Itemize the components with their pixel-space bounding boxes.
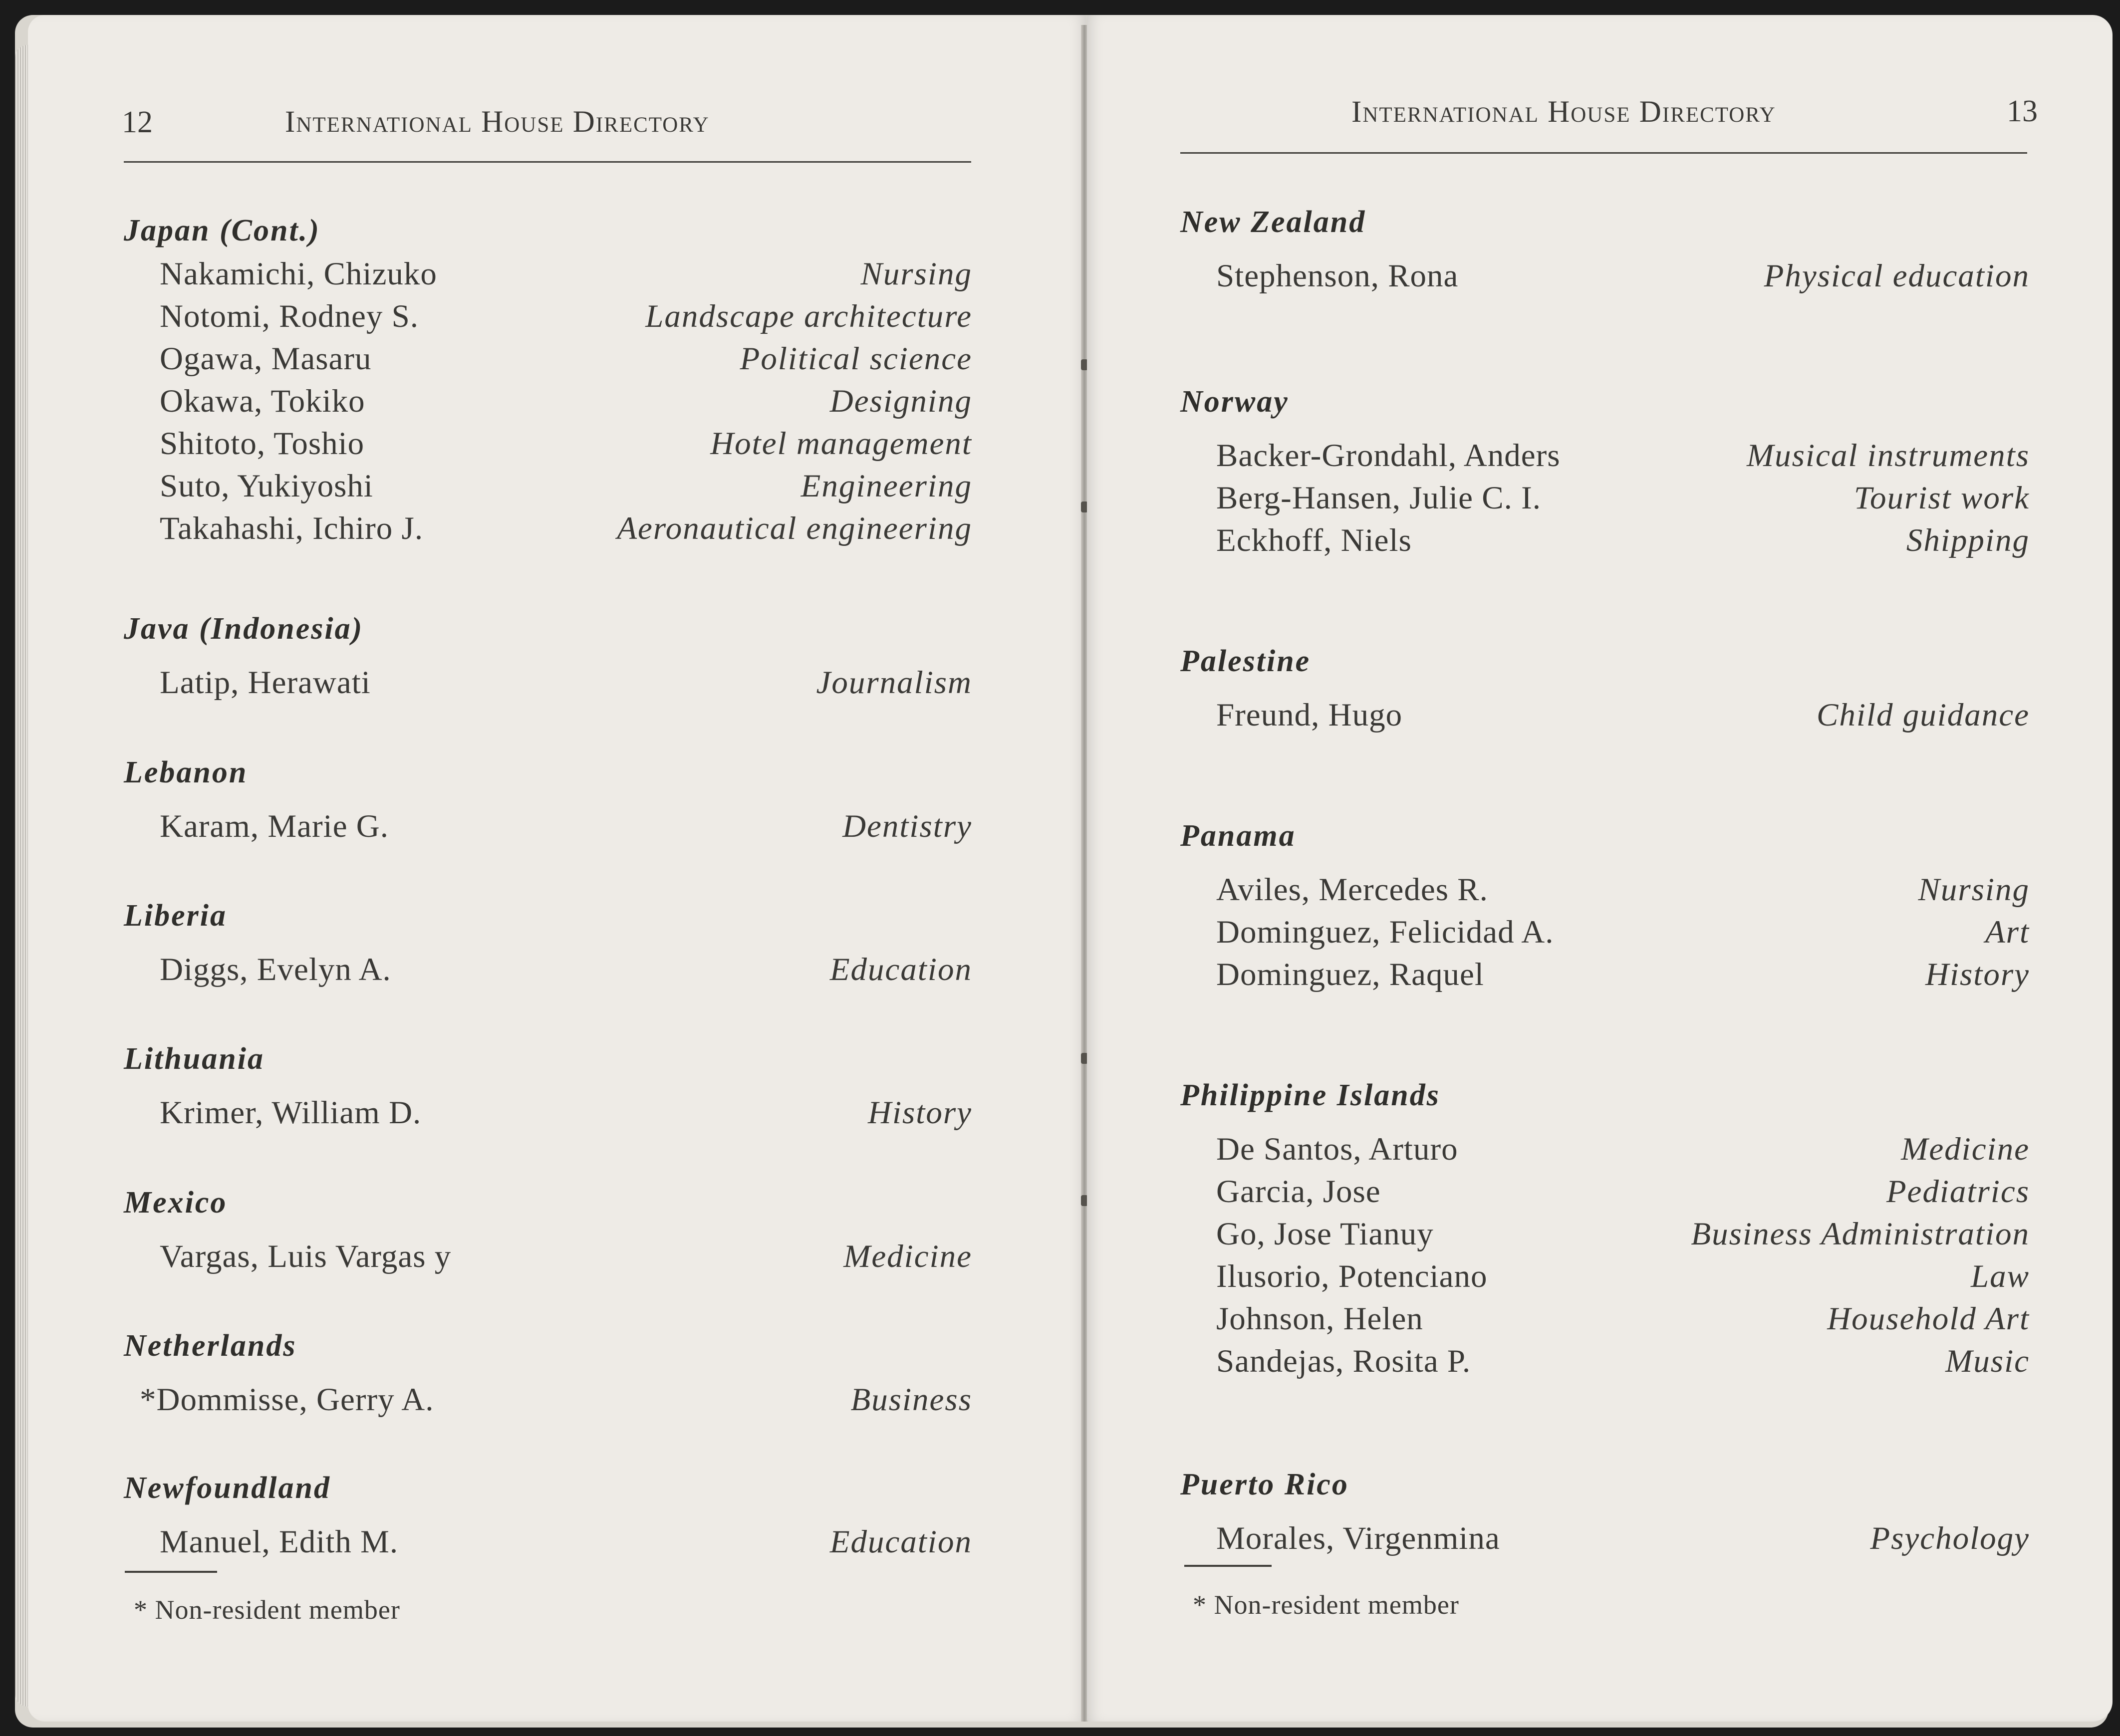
member-name: Dominguez, Felicidad A. — [1216, 914, 1554, 950]
member-name: Diggs, Evelyn A. — [160, 952, 391, 988]
list-item — [1216, 1171, 2030, 1213]
field-of-study: Aeronautical engineering — [617, 510, 972, 546]
country-heading: Puerto Rico — [1180, 1468, 1349, 1501]
country-section — [124, 211, 972, 550]
member-name: Karam, Marie G. — [160, 808, 389, 844]
footnote: * Non-resident member — [1193, 1590, 1459, 1620]
member-name: Notomi, Rodney S. — [160, 298, 419, 334]
field-of-study: Music — [1945, 1343, 2030, 1379]
member-name: Nakamichi, Chizuko — [160, 256, 437, 292]
country-section — [1180, 202, 2030, 297]
footnote: * Non-resident member — [134, 1595, 400, 1625]
field-of-study: Musical instruments — [1746, 438, 2030, 474]
field-of-study: Education — [829, 1524, 972, 1560]
list-item — [1216, 1128, 2030, 1171]
country-heading: Lithuania — [124, 1042, 265, 1076]
list-item — [160, 253, 972, 295]
country-heading: New Zealand — [1180, 205, 1366, 239]
right-page — [1087, 15, 2113, 1722]
header-rule — [124, 161, 971, 163]
member-name: Garcia, Jose — [1216, 1174, 1381, 1210]
member-name: Stephenson, Rona — [1216, 258, 1459, 294]
country-section — [124, 896, 972, 991]
country-section — [1180, 382, 2030, 562]
member-name: Vargas, Luis Vargas y — [160, 1239, 452, 1274]
list-item — [160, 805, 972, 848]
country-section — [124, 752, 972, 848]
list-item — [160, 295, 972, 338]
field-of-study: History — [1925, 957, 2030, 992]
field-of-study: Child guidance — [1817, 697, 2030, 733]
member-name: De Santos, Arturo — [1216, 1131, 1458, 1167]
field-of-study: Business — [850, 1382, 972, 1418]
list-item — [160, 465, 972, 507]
list-item — [140, 1379, 972, 1421]
page-number: 12 — [122, 105, 153, 139]
list-item — [160, 338, 972, 380]
list-item — [1216, 1298, 2030, 1340]
member-name: Morales, Virgenmina — [1216, 1520, 1500, 1556]
field-of-study: Pediatrics — [1886, 1174, 2030, 1210]
field-of-study: Nursing — [860, 256, 972, 292]
list-item — [1216, 1213, 2030, 1255]
field-of-study: Nursing — [1918, 872, 2030, 908]
page-number: 13 — [2007, 94, 2038, 128]
list-item — [160, 662, 972, 704]
list-item — [160, 949, 972, 991]
member-name: *Dommisse, Gerry A. — [140, 1382, 434, 1418]
member-name: Latip, Herawati — [160, 665, 371, 701]
member-name: Backer-Grondahl, Anders — [1216, 438, 1561, 474]
field-of-study: Designing — [829, 383, 972, 419]
list-item — [160, 1521, 972, 1563]
country-section — [124, 1326, 972, 1421]
country-heading: Lebanon — [124, 755, 248, 789]
member-name: Freund, Hugo — [1216, 697, 1403, 733]
member-name: Johnson, Helen — [1216, 1301, 1423, 1337]
header-rule — [1180, 152, 2027, 154]
country-section — [124, 609, 972, 704]
member-name: Shitoto, Toshio — [160, 426, 365, 462]
member-name: Aviles, Mercedes R. — [1216, 872, 1488, 908]
country-heading: Norway — [1180, 385, 1289, 419]
list-item — [1216, 911, 2030, 954]
field-of-study: Engineering — [800, 468, 972, 504]
field-of-study: Journalism — [816, 665, 972, 701]
country-heading: Newfoundland — [124, 1471, 331, 1505]
list-item — [1216, 435, 2030, 477]
field-of-study: Physical education — [1764, 258, 2030, 294]
field-of-study: Education — [829, 952, 972, 988]
open-booklet — [15, 15, 2109, 1728]
list-item — [1216, 694, 2030, 737]
country-section — [1180, 1075, 2030, 1383]
country-section — [124, 1183, 972, 1278]
list-item — [160, 423, 972, 465]
country-heading: Palestine — [1180, 644, 1311, 678]
field-of-study: Law — [1970, 1258, 2030, 1294]
country-section — [124, 1468, 972, 1563]
member-name: Go, Jose Tianuy — [1216, 1216, 1434, 1252]
member-name: Manuel, Edith M. — [160, 1524, 399, 1560]
list-item — [1216, 477, 2030, 519]
country-heading: Philippine Islands — [1180, 1078, 1440, 1112]
member-name: Berg-Hansen, Julie C. I. — [1216, 480, 1542, 516]
country-section — [1180, 1465, 2030, 1560]
country-heading: Mexico — [124, 1186, 228, 1220]
list-item — [1216, 1255, 2030, 1298]
field-of-study: Tourist work — [1854, 480, 2030, 516]
member-name: Dominguez, Raquel — [1216, 957, 1484, 992]
member-name: Krimer, William D. — [160, 1095, 422, 1131]
list-item — [1216, 255, 2030, 297]
running-head: International House Directory — [285, 105, 710, 139]
field-of-study: History — [868, 1095, 972, 1131]
field-of-study: Medicine — [843, 1239, 972, 1274]
country-heading: Panama — [1180, 819, 1296, 853]
country-heading: Netherlands — [124, 1329, 297, 1363]
list-item — [160, 1236, 972, 1278]
list-item — [1216, 1340, 2030, 1383]
country-section — [1180, 816, 2030, 996]
list-item — [160, 380, 972, 423]
left-page — [28, 15, 1086, 1722]
member-name: Takahashi, Ichiro J. — [160, 510, 424, 546]
list-item — [1216, 869, 2030, 911]
field-of-study: Landscape architecture — [645, 298, 972, 334]
footnote-rule — [1184, 1565, 1272, 1567]
member-name: Sandejas, Rosita P. — [1216, 1343, 1471, 1379]
field-of-study: Medicine — [1901, 1131, 2030, 1167]
member-name: Suto, Yukiyoshi — [160, 468, 373, 504]
footnote-rule — [125, 1571, 217, 1573]
running-head: International House Directory — [1351, 95, 1776, 129]
page-edges — [15, 45, 28, 1707]
field-of-study: Dentistry — [842, 808, 972, 844]
field-of-study: Hotel management — [710, 426, 972, 462]
list-item — [160, 507, 972, 550]
member-name: Eckhoff, Niels — [1216, 522, 1412, 558]
field-of-study: Household Art — [1827, 1301, 2030, 1337]
list-item — [1216, 519, 2030, 562]
field-of-study: Political science — [740, 341, 972, 377]
field-of-study: Art — [1985, 914, 2030, 950]
list-item — [160, 1092, 972, 1134]
field-of-study: Business Administration — [1691, 1216, 2030, 1252]
list-item — [1216, 1517, 2030, 1560]
field-of-study: Shipping — [1906, 522, 2030, 558]
list-item — [1216, 954, 2030, 996]
member-name: Okawa, Tokiko — [160, 383, 365, 419]
country-heading: Japan (Cont.) — [124, 214, 320, 248]
member-name: Ilusorio, Potenciano — [1216, 1258, 1488, 1294]
member-name: Ogawa, Masaru — [160, 341, 372, 377]
country-heading: Java (Indonesia) — [124, 612, 364, 646]
country-heading: Liberia — [124, 899, 227, 933]
field-of-study: Psychology — [1870, 1520, 2030, 1556]
country-section — [1180, 641, 2030, 737]
country-section — [124, 1039, 972, 1134]
